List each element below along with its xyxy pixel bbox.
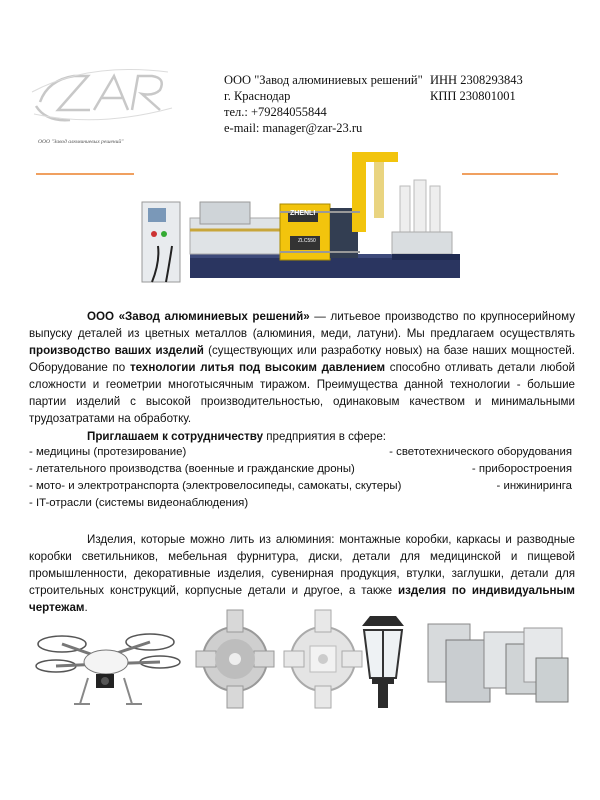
- kpp: КПП 230801001: [430, 89, 516, 103]
- enclosures-image: [424, 618, 572, 712]
- company-name: ООО "Завод алюминиевых решений": [224, 73, 423, 87]
- logo-caption: ООО "Завод алюминиевых решений": [38, 139, 124, 145]
- die-casting-machine-image: [130, 142, 470, 292]
- intro-paragraph: ООО «Завод алюминиевых решений» — литьевое производство по крупносерийному выпуску деталей из цветных металлов (алюминия, меди, латуни). Мы предлагаем осуществлять производство ваших изделий (существующих или разработку новых) на базе наших мощностей. Оборудование по технологии литья под высоким давлением способно отливать детали любой сложности и геометрии многотысячным тиражом. Преимущества данной технологии - большие партии изделий с высокой производительностью, одинаковым качеством и минимальными трудозатратами на обработку.: [29, 310, 575, 425]
- products-paragraph: Изделия, которые можно лить из алюминия: монтажные коробки, каркасы и разводные коробки светильников, мебельная фурнитура, диски, детали для медицинской и пищевой промышленности, декоративные изделия, сувенирная продукция, втулки, заглушки, детали для строительных конструкций, корпусные детали и другое, а также изделия по индивидуальным чертежам.: [29, 533, 575, 614]
- list-item: - медицины (протезирование): [29, 446, 187, 458]
- city: г. Краснодар: [224, 89, 291, 103]
- divider-left: [36, 173, 134, 175]
- street-lamp-image: [352, 612, 414, 712]
- machine-brand: ZHENLI: [290, 210, 316, 217]
- inn: ИНН 2308293843: [430, 73, 523, 87]
- list-item: - летательного производства (военные и гражданские дроны): [29, 463, 355, 475]
- list-item: - светотехнического оборудования: [389, 446, 572, 458]
- phone: тел.: +79284055844: [224, 105, 327, 119]
- drone-image: [32, 618, 182, 710]
- list-item: - приборостроения: [471, 463, 572, 475]
- list-item: - мото- и электротранспорта (электровелосипеды, самокаты, скутеры): [29, 480, 402, 492]
- list-item: - IT-отрасли (системы видеонаблюдения): [29, 497, 249, 509]
- tax-ids: [430, 72, 523, 104]
- invite-heading: Приглашаем к сотрудничеству предприятия в сфере:: [87, 430, 387, 443]
- email: e-mail: manager@zar-23.ru: [224, 121, 363, 135]
- company-logo: [28, 62, 178, 152]
- list-item: - инжиниринга: [496, 480, 572, 492]
- machine-model: ZLC550: [298, 238, 316, 244]
- divider-right: [462, 173, 558, 175]
- junction-box-image: [194, 606, 276, 712]
- intro-company: ООО «Завод алюминиевых решений»: [87, 310, 310, 323]
